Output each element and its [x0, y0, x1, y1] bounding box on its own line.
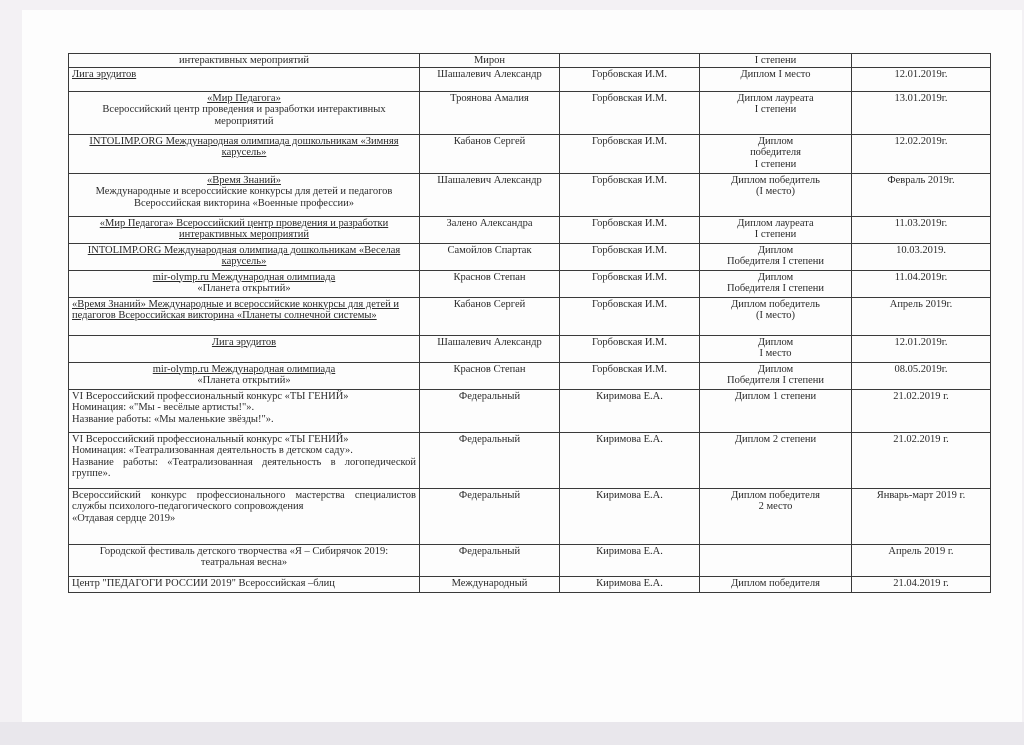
event-text: Всероссийский конкурс профессионального мастерства специалистов службы психолого-педагогического сопровождения — [72, 489, 416, 512]
result-text: победителя — [750, 147, 801, 158]
result-cell — [700, 335, 852, 362]
result-text: Диплом I место — [740, 68, 811, 80]
result-text: I степени — [754, 55, 797, 66]
event-cell — [69, 544, 420, 576]
event-cell — [69, 91, 420, 134]
result-text: Победителя I степени — [726, 256, 824, 267]
curator-cell: Горбовская И.М. — [560, 91, 700, 134]
event-cell — [69, 335, 420, 362]
participant-cell: Международный — [420, 576, 560, 592]
curator-cell: Горбовская И.М. — [560, 216, 700, 243]
date-cell: 21.02.2019 г. — [852, 389, 991, 432]
table-row — [69, 91, 991, 134]
date-cell: Апрель 2019г. — [852, 297, 991, 335]
result-text: Диплом победитель — [731, 298, 820, 310]
result-text: I степени — [754, 158, 797, 170]
curator-cell: Киримова Е.А. — [560, 544, 700, 576]
event-text: Название работы: «Театрализованная деятельность в логопедической группе». — [72, 456, 416, 479]
result-text: (I место) — [755, 310, 796, 321]
result-text: (I место) — [755, 186, 796, 197]
result-text: Диплом — [757, 244, 794, 256]
result-cell — [700, 173, 852, 216]
result-cell — [700, 134, 852, 173]
event-text: «Мир Педагога» — [207, 92, 281, 104]
event-cell — [69, 54, 420, 68]
table-row — [69, 576, 991, 592]
date-cell: 11.04.2019г. — [852, 270, 991, 297]
participant-cell: Самойлов Спартак — [420, 243, 560, 270]
event-cell — [69, 67, 420, 91]
date-cell: Апрель 2019 г. — [852, 544, 991, 576]
result-text: Диплом лауреата — [737, 92, 814, 104]
curator-cell: Горбовская И.М. — [560, 67, 700, 91]
date-cell: 08.05.2019г. — [852, 362, 991, 389]
curator-cell: Киримова Е.А. — [560, 389, 700, 432]
event-text: mir-olymp.ru Международная олимпиада — [152, 271, 336, 283]
event-cell — [69, 576, 420, 592]
event-text: INTOLIMP.ORG Международная олимпиада дошкольникам «Веселая карусель» — [87, 244, 401, 267]
event-text: Номинация: «"Мы - весёлые артисты!"». — [72, 402, 255, 413]
curator-cell: Горбовская И.М. — [560, 297, 700, 335]
participant-cell: Шашалевич Александр — [420, 335, 560, 362]
table-row — [69, 335, 991, 362]
result-text: Диплом — [757, 336, 794, 348]
date-cell: 12.02.2019г. — [852, 134, 991, 173]
date-cell: 10.03.2019. — [852, 243, 991, 270]
result-text: Диплом — [757, 135, 794, 147]
awards-table-body — [69, 54, 991, 593]
table-row — [69, 67, 991, 91]
result-cell — [700, 389, 852, 432]
event-text: «Время Знаний» Международные и всероссийские конкурсы для детей и педагогов Всероссийская викторина «Планеты солнечной системы» — [72, 298, 399, 321]
event-text: интерактивных мероприятий — [178, 55, 310, 66]
curator-cell: Горбовская И.М. — [560, 270, 700, 297]
result-cell — [700, 544, 852, 576]
curator-cell: Киримова Е.А. — [560, 432, 700, 488]
result-text: Победителя I степени — [726, 375, 824, 386]
event-text: mir-olymp.ru Международная олимпиада — [152, 363, 336, 375]
result-cell — [700, 270, 852, 297]
result-text: Диплом победителя — [731, 489, 820, 501]
result-text: 2 место — [758, 501, 793, 512]
event-text: «Отдавая сердце 2019» — [72, 512, 176, 524]
date-cell: Февраль 2019г. — [852, 173, 991, 216]
event-text: Название работы: «Мы маленькие звёзды!"». — [72, 413, 274, 425]
event-text: «Планета открытий» — [197, 375, 291, 386]
result-text: Победителя I степени — [726, 283, 824, 294]
event-text: Лига эрудитов — [211, 336, 277, 348]
event-cell — [69, 297, 420, 335]
curator-cell: Горбовская И.М. — [560, 134, 700, 173]
result-cell — [700, 297, 852, 335]
participant-cell: Мирон — [420, 54, 560, 68]
event-cell — [69, 243, 420, 270]
result-text: Диплом — [757, 363, 794, 375]
table-row — [69, 297, 991, 335]
event-text: VI Всероссийский профессиональный конкурс «ТЫ ГЕНИЙ» — [72, 433, 349, 445]
participant-cell: Федеральный — [420, 432, 560, 488]
event-cell — [69, 270, 420, 297]
event-text: Международные и всероссийские конкурсы для детей и педагогов Всероссийская викторина «Военные профессии» — [95, 186, 393, 209]
table-row — [69, 488, 991, 544]
result-cell — [700, 488, 852, 544]
event-cell — [69, 173, 420, 216]
date-cell: 12.01.2019г. — [852, 67, 991, 91]
result-text: Диплом лауреата — [737, 217, 814, 229]
result-cell — [700, 576, 852, 592]
curator-cell: Горбовская И.М. — [560, 362, 700, 389]
result-cell — [700, 54, 852, 68]
table-row — [69, 134, 991, 173]
result-text: Диплом 2 степени — [734, 433, 817, 445]
curator-cell: Горбовская И.М. — [560, 173, 700, 216]
date-cell — [852, 54, 991, 68]
result-cell — [700, 243, 852, 270]
table-row — [69, 432, 991, 488]
result-cell — [700, 91, 852, 134]
scanner-edge — [0, 722, 1024, 745]
event-text: INTOLIMP.ORG Международная олимпиада дошкольникам «Зимняя карусель» — [89, 135, 399, 158]
event-text: Центр "ПЕДАГОГИ РОССИИ 2019" Всероссийская –блиц — [72, 577, 335, 589]
result-text: Диплом победителя — [731, 577, 820, 589]
result-cell — [700, 362, 852, 389]
table-row — [69, 54, 991, 68]
table-row — [69, 544, 991, 576]
participant-cell: Краснов Степан — [420, 270, 560, 297]
participant-cell: Залено Александра — [420, 216, 560, 243]
participant-cell: Шашалевич Александр — [420, 173, 560, 216]
table-row — [69, 243, 991, 270]
date-cell: 21.02.2019 г. — [852, 432, 991, 488]
table-row — [69, 173, 991, 216]
table-row — [69, 216, 991, 243]
participant-cell: Федеральный — [420, 389, 560, 432]
curator-cell — [560, 54, 700, 68]
result-cell — [700, 67, 852, 91]
awards-table — [68, 53, 991, 593]
event-text: Городской фестиваль детского творчества «Я – Сибирячок 2019: театральная весна» — [99, 545, 389, 568]
date-cell: Январь-март 2019 г. — [852, 488, 991, 544]
participant-cell: Кабанов Сергей — [420, 297, 560, 335]
event-text: «Мир Педагога» Всероссийский центр проведения и разработки интерактивных мероприятий — [99, 217, 389, 240]
event-cell — [69, 488, 420, 544]
event-text: «Планета открытий» — [197, 283, 291, 294]
result-text: Диплом 1 степени — [734, 390, 817, 402]
event-cell — [69, 389, 420, 432]
table-row — [69, 389, 991, 432]
event-cell — [69, 362, 420, 389]
result-text: I степени — [754, 104, 797, 115]
curator-cell: Горбовская И.М. — [560, 243, 700, 270]
result-text: Диплом — [757, 271, 794, 283]
result-cell — [700, 432, 852, 488]
event-text: Лига эрудитов — [72, 68, 137, 80]
event-text: «Время Знаний» — [207, 174, 281, 186]
date-cell: 12.01.2019г. — [852, 335, 991, 362]
event-text: Номинация: «Театрализованная деятельность в детском саду». — [72, 445, 353, 456]
participant-cell: Шашалевич Александр — [420, 67, 560, 91]
event-cell — [69, 216, 420, 243]
date-cell: 13.01.2019г. — [852, 91, 991, 134]
curator-cell: Киримова Е.А. — [560, 576, 700, 592]
table-row — [69, 270, 991, 297]
curator-cell: Горбовская И.М. — [560, 335, 700, 362]
event-cell — [69, 432, 420, 488]
result-cell — [700, 216, 852, 243]
participant-cell: Кабанов Сергей — [420, 134, 560, 173]
participant-cell: Краснов Степан — [420, 362, 560, 389]
participant-cell: Федеральный — [420, 544, 560, 576]
result-text: Диплом победитель — [731, 174, 820, 186]
event-text: VI Всероссийский профессиональный конкурс «ТЫ ГЕНИЙ» — [72, 390, 349, 402]
table-row — [69, 362, 991, 389]
event-cell — [69, 134, 420, 173]
participant-cell: Федеральный — [420, 488, 560, 544]
event-text: Всероссийский центр проведения и разработки интерактивных мероприятий — [102, 104, 386, 127]
curator-cell: Киримова Е.А. — [560, 488, 700, 544]
date-cell: 21.04.2019 г. — [852, 576, 991, 592]
result-text: I место — [759, 348, 792, 359]
result-text: I степени — [754, 229, 797, 240]
participant-cell: Троянова Амалия — [420, 91, 560, 134]
date-cell: 11.03.2019г. — [852, 216, 991, 243]
